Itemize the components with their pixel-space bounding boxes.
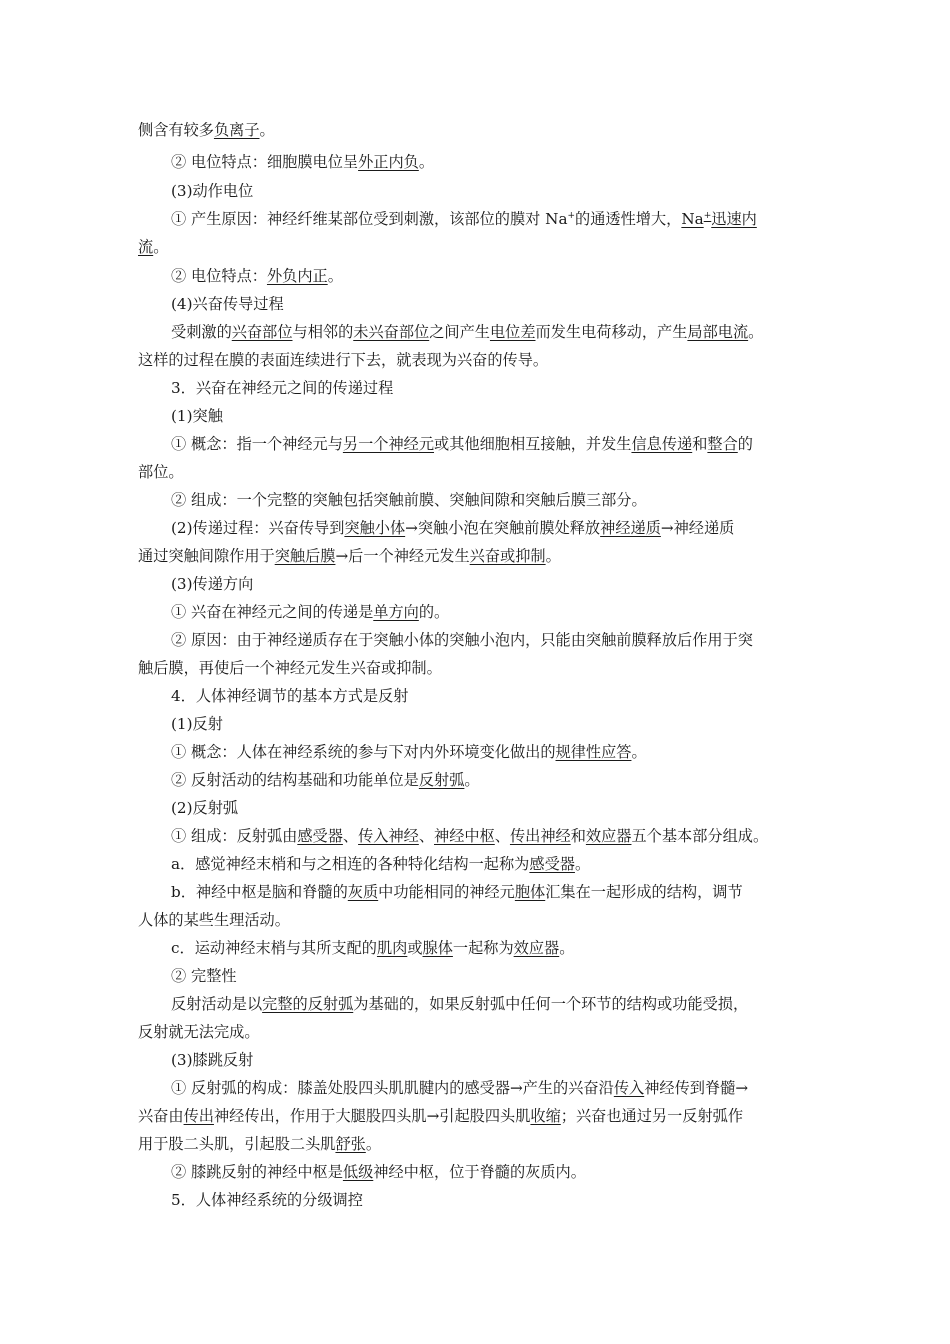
- text-line: [0, 630, 950, 650]
- text-segment: 3．兴奋在神经元之间的传递过程: [171, 379, 394, 397]
- text-line: [0, 854, 950, 874]
- text-line: [0, 434, 950, 454]
- superscript: +: [567, 211, 576, 221]
- text-line: [0, 462, 950, 482]
- text-line: [0, 686, 950, 706]
- text-segment: 一起称为: [452, 939, 514, 957]
- underlined-term: 未兴奋部位: [353, 323, 430, 341]
- text-segment: 兴奋由: [138, 1107, 184, 1125]
- underlined-term: 负离子: [213, 121, 260, 139]
- text-line: [0, 1134, 950, 1154]
- text-line: [0, 378, 950, 398]
- text-segment: (4)兴奋传导过程: [171, 295, 284, 313]
- text-line: [0, 322, 950, 342]
- text-line: [0, 1190, 950, 1210]
- text-segment: 神经中枢，位于脊髓的灰质内。: [373, 1163, 586, 1181]
- superscript: +: [703, 211, 712, 221]
- text-segment: ① 兴奋在神经元之间的传递是: [171, 603, 374, 621]
- text-segment: 侧含有较多: [138, 121, 214, 139]
- underlined-term: 突触小体: [344, 519, 406, 537]
- text-segment: 。: [418, 153, 435, 171]
- text-segment: 而发生电荷移动，产生: [535, 323, 688, 341]
- text-segment: ① 反射弧的构成：膝盖处股四头肌肌腱内的感受器→产生的兴奋沿: [171, 1079, 614, 1097]
- underlined-term: 收缩: [530, 1107, 561, 1125]
- text-segment: 神经传出，作用于大腿股四头肌→引起股四头肌: [213, 1107, 531, 1125]
- text-segment: 。: [365, 1135, 381, 1153]
- text-segment: 与相邻的: [292, 323, 354, 341]
- text-line: [0, 518, 950, 538]
- text-segment: ② 膝跳反射的神经中枢是: [171, 1163, 343, 1181]
- text-segment: 人体的某些生理活动。: [138, 911, 290, 929]
- text-line: [0, 152, 950, 172]
- underlined-term: 传入神经: [358, 827, 419, 845]
- underlined-term: 效应器: [513, 939, 560, 957]
- underlined-term: 胞体: [514, 883, 546, 901]
- underlined-term: 低级: [342, 1163, 374, 1181]
- underlined-term: 另一个神经元: [342, 435, 435, 453]
- text-segment: (3)动作电位: [171, 182, 254, 200]
- text-line: [0, 826, 950, 846]
- text-line: [0, 938, 950, 958]
- underlined-term: 传出: [183, 1107, 214, 1125]
- text-segment: 4．人体神经调节的基本方式是反射: [171, 687, 409, 705]
- underlined-term: 肌肉: [376, 939, 408, 957]
- text-segment: 。: [259, 121, 275, 139]
- text-segment: 反射活动是以: [171, 995, 263, 1013]
- underlined-term: 灰质: [347, 883, 379, 901]
- text-segment: ① 产生原因：神经纤维某部位受到刺激，该部位的膜对 Na: [171, 210, 568, 228]
- text-segment: 或: [407, 939, 423, 957]
- text-segment: ① 概念：人体在神经系统的参与下对内外环境变化做出的: [171, 743, 556, 761]
- text-line: [0, 658, 950, 678]
- text-segment: 的通透性增大，: [575, 210, 682, 228]
- text-segment: 。: [327, 267, 343, 285]
- text-segment: 这样的过程在膜的表面连续进行下去，就表现为兴奋的传导。: [138, 351, 549, 369]
- text-line: [0, 1050, 950, 1070]
- text-line: [0, 994, 950, 1014]
- text-segment: 五个基本部分组成。: [631, 827, 769, 845]
- underlined-term: 整合: [707, 435, 738, 453]
- text-segment: ② 原因：由于神经递质存在于突触小体的突触小泡内，只能由突触前膜释放后作用于突: [171, 631, 753, 649]
- text-line: [0, 294, 950, 314]
- text-segment: (1)反射: [171, 715, 223, 733]
- underlined-term: 单方向: [373, 603, 419, 621]
- text-segment: (2)传递过程：兴奋传导到: [171, 519, 345, 537]
- text-segment: ① 组成：反射弧由: [171, 827, 298, 845]
- text-segment: ；兴奋也通过另一反射弧作: [560, 1107, 744, 1125]
- text-segment: (2)反射弧: [171, 799, 239, 817]
- text-line: [0, 120, 950, 140]
- text-segment: c．运动神经末梢与其所支配的: [171, 939, 377, 957]
- text-segment: 的。: [418, 603, 450, 621]
- text-segment: ② 电位特点：细胞膜电位呈: [171, 153, 359, 171]
- underlined-term: 外负内正: [266, 267, 328, 285]
- underlined-term: 神经中枢: [434, 827, 495, 845]
- text-segment: 。: [748, 323, 764, 341]
- underlined-term: 传入: [613, 1079, 645, 1097]
- underlined-term: 迅速内: [711, 210, 757, 228]
- text-line: [0, 742, 950, 762]
- text-segment: (3)膝跳反射: [171, 1051, 254, 1069]
- text-line: [0, 237, 950, 257]
- text-line: [0, 770, 950, 790]
- underlined-term: 感受器: [529, 855, 575, 873]
- text-segment: 、: [494, 827, 510, 845]
- text-segment: →后一个神经元发生: [335, 547, 470, 565]
- text-segment: ② 组成：一个完整的突触包括突触前膜、突触间隙和突触后膜三部分。: [171, 491, 647, 509]
- underlined-term: 效应器: [585, 827, 632, 845]
- text-segment: 的: [737, 435, 753, 453]
- text-line: [0, 1162, 950, 1182]
- underlined-term: 兴奋部位: [231, 323, 293, 341]
- text-segment: 汇集在一起形成的结构，调节: [545, 883, 743, 901]
- text-segment: 通过突触间隙作用于: [138, 547, 275, 565]
- text-segment: ② 完整性: [171, 967, 237, 985]
- text-segment: 反射就无法完成。: [138, 1023, 260, 1041]
- underlined-term: 反射弧: [418, 771, 465, 789]
- text-segment: →突触小泡在突触前膜处释放: [405, 519, 601, 537]
- text-segment: 受刺激的: [171, 323, 232, 341]
- text-line: [0, 574, 950, 594]
- text-segment: 。: [631, 743, 647, 761]
- text-segment: 、: [342, 827, 359, 845]
- underlined-term: 兴奋或抑制: [469, 547, 546, 565]
- text-line: [0, 546, 950, 566]
- text-segment: b．神经中枢是脑和脊髓的: [171, 883, 348, 901]
- text-line: [0, 966, 950, 986]
- underlined-term: 神经递质: [600, 519, 661, 537]
- underlined-term: 规律性应答: [555, 743, 632, 761]
- text-segment: a．感觉神经末梢和与之相连的各种特化结构一起称为: [171, 855, 530, 873]
- text-line: [0, 1106, 950, 1126]
- text-segment: 。: [464, 771, 480, 789]
- underlined-term: 电位差: [489, 323, 536, 341]
- text-line: [0, 406, 950, 426]
- text-segment: 中功能相同的神经元: [378, 883, 515, 901]
- text-segment: 之间产生: [429, 323, 490, 341]
- text-segment: 为基础的，如果反射弧中任何一个环节的结构或功能受损，: [353, 995, 749, 1013]
- text-segment: 。: [153, 238, 169, 256]
- underlined-term: 传出神经: [509, 827, 571, 845]
- text-line: [0, 602, 950, 622]
- text-segment: 和: [692, 435, 708, 453]
- text-segment: 触后膜，再使后一个神经元发生兴奋或抑制。: [138, 659, 442, 677]
- text-line: [0, 181, 950, 201]
- text-segment: 。: [574, 855, 591, 873]
- text-segment: (3)传递方向: [171, 575, 254, 593]
- underlined-term: 流: [138, 238, 154, 256]
- underlined-term: Na: [681, 210, 704, 228]
- text-line: [0, 798, 950, 818]
- text-segment: ① 概念：指一个神经元与: [171, 435, 343, 453]
- underlined-term: 信息传递: [631, 435, 693, 453]
- text-line: [0, 266, 950, 286]
- underlined-term: 局部电流: [687, 323, 749, 341]
- text-line: [0, 910, 950, 930]
- text-segment: 部位。: [138, 463, 184, 481]
- text-segment: 。: [545, 547, 561, 565]
- underlined-term: 完整的反射弧: [262, 995, 354, 1013]
- text-segment: 用于股二头肌，引起股二头肌: [138, 1135, 336, 1153]
- underlined-term: 外正内负: [358, 153, 419, 171]
- text-segment: 神经传到脊髓→: [644, 1079, 749, 1097]
- text-line: [0, 350, 950, 370]
- text-line: [0, 209, 950, 229]
- text-segment: ② 电位特点：: [171, 267, 267, 285]
- text-segment: 5．人体神经系统的分级调控: [171, 1191, 363, 1209]
- text-segment: (1)突触: [171, 407, 223, 425]
- text-line: [0, 882, 950, 902]
- underlined-term: 腺体: [422, 939, 453, 957]
- text-line: [0, 490, 950, 510]
- text-line: [0, 1022, 950, 1042]
- text-segment: ② 反射活动的结构基础和功能单位是: [171, 771, 419, 789]
- text-line: [0, 714, 950, 734]
- underlined-term: 突触后膜: [274, 547, 336, 565]
- text-segment: →神经递质: [660, 519, 735, 537]
- text-segment: 或其他细胞相互接触，并发生: [434, 435, 632, 453]
- text-line: [0, 1078, 950, 1098]
- underlined-term: 舒张: [335, 1135, 366, 1153]
- text-segment: 、: [418, 827, 435, 845]
- text-segment: 和: [570, 827, 586, 845]
- text-segment: 。: [559, 939, 575, 957]
- underlined-term: 感受器: [297, 827, 343, 845]
